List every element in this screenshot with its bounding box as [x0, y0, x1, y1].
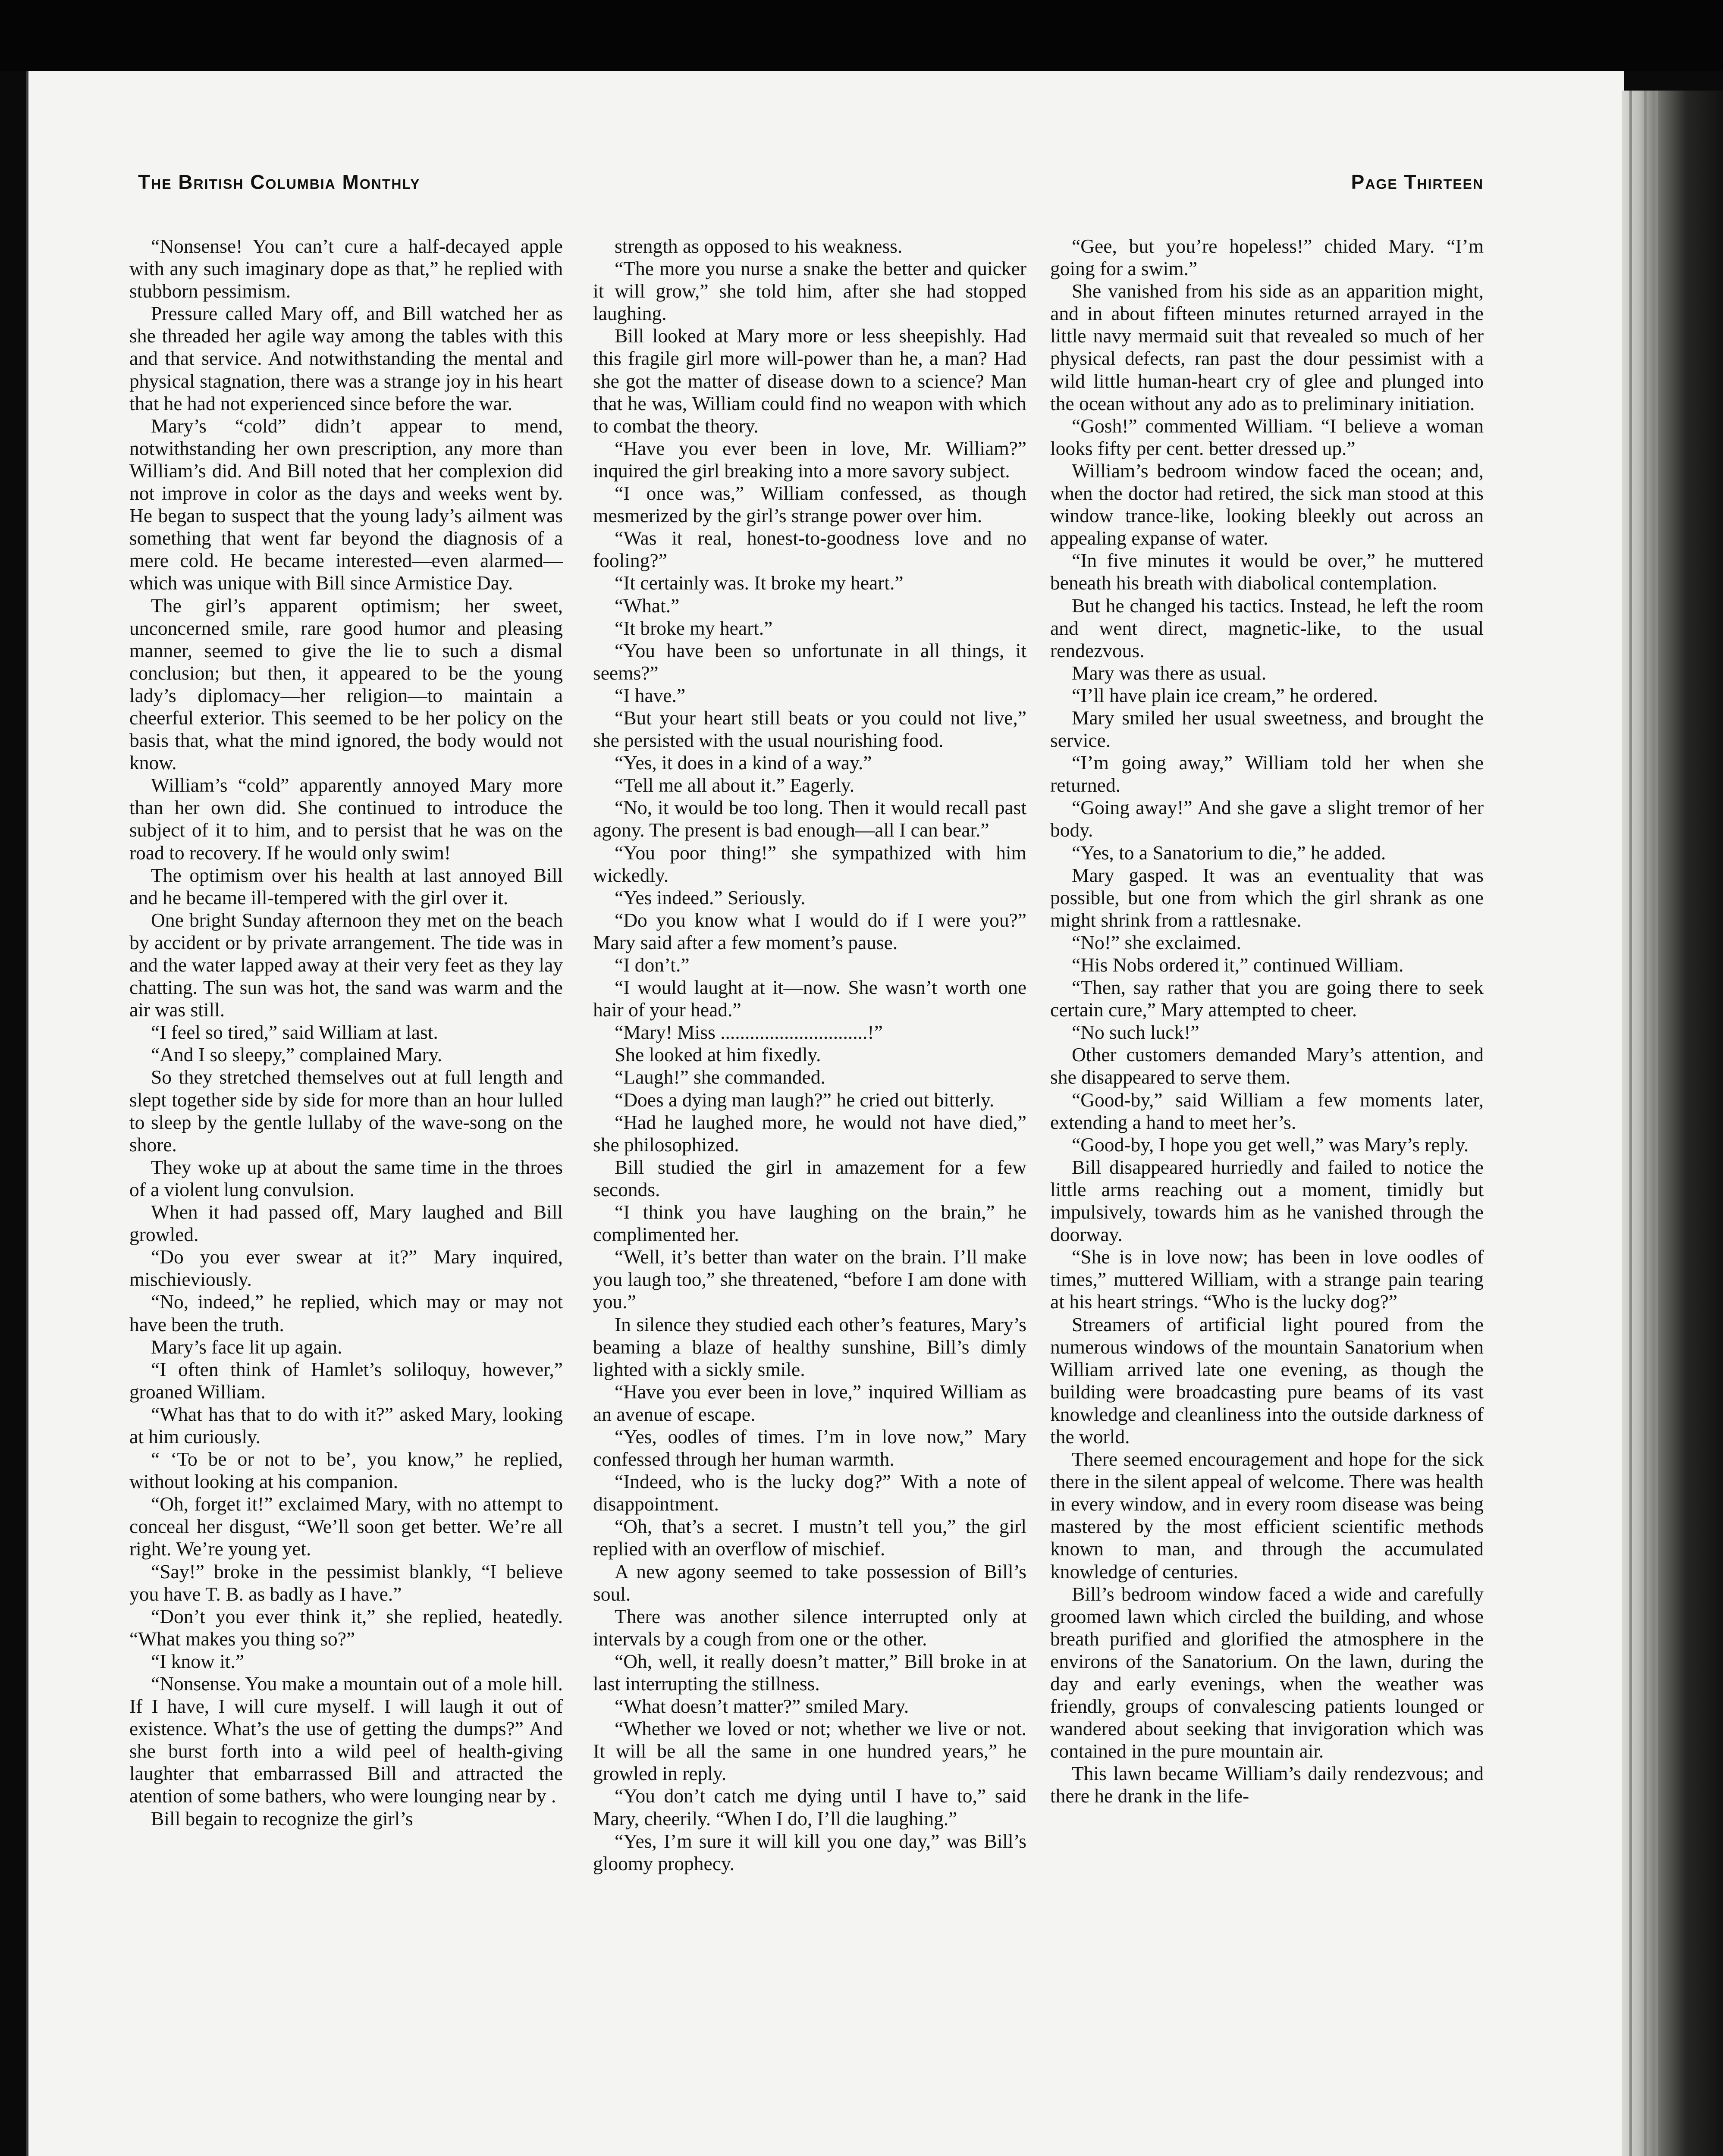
paragraph: “ ‘To be or not to be’, you know,” he replied, without looking at his companion. — [129, 1448, 563, 1493]
paragraph: She vanished from his side as an apparition might, and in about fifteen minutes returned arrayed in the little navy mermaid suit that revealed so much of her physical defects, ran past the dour pessimist with a wild little human-heart cry of glee and plunged into the ocean without any ado as to preliminary initiation. — [1050, 280, 1484, 414]
text-column-1 — [129, 235, 563, 2150]
paragraph: “I know it.” — [151, 1650, 245, 1672]
paragraph: Mary gasped. It was an eventuality that was possible, but one from which the girl shrank as one might shrink from a rattlesnake. — [1050, 864, 1484, 931]
paragraph: “The more you nurse a snake the better and quicker it will grow,” she told him, after she had stopped laughing. — [593, 257, 1026, 325]
paragraph: The girl’s apparent optimism; her sweet, unconcerned smile, rare good humor and pleasing manner, seemed to give the lie to such a dismal conclusion; but then, it appeared to be the young lady’s diplomacy—her religion—to maintain a cheerful exterior. This seemed to be her policy on the basis that, what the mind ignored, the body would not know. — [129, 594, 563, 774]
paragraph: “You have been so unfortunate in all things, it seems?” — [593, 639, 1026, 684]
book-page-edges — [1622, 91, 1723, 2156]
paragraph: “Have you ever been in love,” inquired William as an avenue of escape. — [593, 1380, 1026, 1425]
paragraph: “His Nobs ordered it,” continued William. — [1072, 954, 1404, 976]
paragraph: strength as opposed to his weakness. — [615, 235, 903, 257]
paragraph: “No such luck!” — [1072, 1021, 1199, 1044]
paragraph: “Yes indeed.” Seriously. — [615, 886, 806, 909]
paragraph: “Well, it’s better than water on the brain. I’ll make you laugh too,” she threatened, “before I am done with you.” — [593, 1246, 1026, 1313]
scanner-background — [0, 0, 1723, 71]
paragraph: “Good-by, I hope you get well,” was Mary’s reply. — [1072, 1133, 1469, 1156]
paragraph: “Yes, oodles of times. I’m in love now,” Mary confessed through her human warmth. — [593, 1425, 1026, 1470]
paragraph: The optimism over his health at last annoyed Bill and he became ill-tempered with the girl over it. — [129, 864, 563, 909]
paragraph: “What doesn’t matter?” smiled Mary. — [615, 1695, 909, 1717]
paragraph: “Was it real, honest-to-goodness love and no fooling?” — [593, 527, 1026, 572]
paragraph: When it had passed off, Mary laughed and Bill growled. — [129, 1201, 563, 1246]
paragraph: “Gee, but you’re hopeless!” chided Mary. “I’m going for a swim.” — [1050, 235, 1484, 280]
paragraph: So they stretched themselves out at full length and slept together side by side for more than an hour lulled to sleep by the gentle lullaby of the wave-song on the shore. — [129, 1066, 563, 1156]
paragraph: “Gosh!” commented William. “I believe a woman looks fifty per cent. better dressed up.” — [1050, 414, 1484, 459]
paragraph: “I have.” — [615, 684, 686, 706]
paragraph: “Tell me all about it.” Eagerly. — [615, 774, 855, 796]
paragraph: “I would laught at it—now. She wasn’t worth one hair of your head.” — [593, 976, 1026, 1021]
paragraph: One bright Sunday afternoon they met on the beach by accident or by private arrangement. The tide was in and the water lapped away at their very feet as they lay chatting. The sun was hot, the sand was warm and the air was still. — [129, 909, 563, 1021]
paragraph: “In five minutes it would be over,” he muttered beneath his breath with diabolical contemplation. — [1050, 549, 1484, 594]
paragraph: She looked at him fixedly. — [615, 1044, 821, 1066]
paragraph: Mary’s “cold” didn’t appear to mend, notwithstanding her own prescription, any more than William’s did. And Bill noted that her complexion did not improve in color as the days and weeks went by. He began to suspect that the young lady’s ailment was something that went far beyond the diagnosis of a mere cold. He became interested—even alarmed—which was unique with Bill since Armistice Day. — [129, 414, 563, 594]
paragraph: Pressure called Mary off, and Bill watched her as she threaded her agile way among the tables with this and that service. And notwithstanding the mental and physical stagnation, there was a strange joy in his heart that he had not experienced since before the war. — [129, 302, 563, 414]
paragraph: “Do you know what I would do if I were you?” Mary said after a few moment’s pause. — [593, 909, 1026, 953]
paragraph: “It certainly was. It broke my heart.” — [615, 572, 904, 594]
paragraph: “I’ll have plain ice cream,” he ordered. — [1072, 684, 1378, 706]
paragraph: “Yes, it does in a kind of a way.” — [615, 752, 872, 774]
paragraph: “No, indeed,” he replied, which may or may not have been the truth. — [129, 1291, 563, 1335]
article-body — [129, 235, 1484, 2150]
paragraph: “What has that to do with it?” asked Mary, looking at him curiously. — [129, 1403, 563, 1448]
paragraph: “It broke my heart.” — [615, 617, 773, 639]
paragraph: Mary smiled her usual sweetness, and brought the service. — [1050, 706, 1484, 752]
text-column-3 — [1050, 235, 1484, 2150]
paragraph: Other customers demanded Mary’s attention, and she disappeared to serve them. — [1050, 1044, 1484, 1088]
paragraph: “I feel so tired,” said William at last. — [151, 1021, 438, 1044]
paragraph: There seemed encouragement and hope for the sick there in the silent appeal of welcome. There was health in every window, and in every room disease was being mastered by the most efficient scientific methods known to man, and through the accumulated knowledge of centuries. — [1050, 1448, 1484, 1583]
paragraph: “What.” — [615, 594, 680, 617]
paragraph: Bill’s bedroom window faced a wide and carefully groomed lawn which circled the building, and whose breath purified and glorified the atmosphere in the environs of the Sanatorium. On the lawn, during the day and early evenings, when the weather was friendly, groups of convalescing patients lounged or wandered about seeking that invigoration which was contained in the pure mountain air. — [1050, 1583, 1484, 1762]
paragraph: But he changed his tactics. Instead, he left the room and went direct, magnetic-like, to the usual rendezvous. — [1050, 594, 1484, 661]
paragraph: “Laugh!” she commanded. — [615, 1066, 825, 1088]
paragraph: “Mary! Miss ..............................!” — [615, 1021, 883, 1044]
running-header — [138, 170, 1484, 201]
paragraph: “No, it would be too long. Then it would recall past agony. The present is bad enough—all I can bear.” — [593, 796, 1026, 841]
paragraph: “Don’t you ever think it,” she replied, heatedly. “What makes you thing so?” — [129, 1605, 563, 1650]
paragraph: They woke up at about the same time in the throes of a violent lung convulsion. — [129, 1156, 563, 1200]
paragraph: “Have you ever been in love, Mr. William?” inquired the girl breaking into a more savory subject. — [593, 437, 1026, 482]
text-column-2 — [593, 235, 1026, 2150]
paragraph: “Oh, that’s a secret. I mustn’t tell you,” the girl replied with an overflow of mischief. — [593, 1515, 1026, 1560]
paragraph: “You don’t catch me dying until I have to,” said Mary, cheerily. “When I do, I’ll die laughing.” — [593, 1785, 1026, 1830]
paragraph: Bill begain to recognize the girl’s — [151, 1807, 413, 1830]
paragraph: “Nonsense. You make a mountain out of a mole hill. If I have, I will cure myself. I will laugh it out of existence. What’s the use of getting the dumps?” And she burst forth into a wild peel of health-giving laughter that embarrassed Bill and attracted the atention of some bathers, who were lounging near by . — [129, 1673, 563, 1807]
paragraph: Mary was there as usual. — [1072, 661, 1267, 684]
paragraph: “I once was,” William confessed, as though mesmerized by the girl’s strange power over him. — [593, 482, 1026, 527]
paragraph: This lawn became William’s daily rendezvous; and there he drank in the life- — [1050, 1762, 1484, 1807]
paragraph: “Going away!” And she gave a slight tremor of her body. — [1050, 796, 1484, 841]
paragraph: “I’m going away,” William told her when she returned. — [1050, 752, 1484, 796]
paragraph: Bill studied the girl in amazement for a few seconds. — [593, 1156, 1026, 1200]
paragraph: “But your heart still beats or you could not live,” she persisted with the usual nourishing food. — [593, 706, 1026, 752]
paragraph: “No!” she exclaimed. — [1072, 931, 1241, 953]
paragraph: “She is in love now; has been in love oodles of times,” muttered William, with a strange pain tearing at his heart strings. “Who is the lucky dog?” — [1050, 1246, 1484, 1313]
paragraph: William’s bedroom window faced the ocean; and, when the doctor had retired, the sick man stood at this window trance-like, looking bleekly out across an appealing expanse of water. — [1050, 459, 1484, 549]
paragraph: “Indeed, who is the lucky dog?” With a note of disappointment. — [593, 1470, 1026, 1515]
paragraph: “Do you ever swear at it?” Mary inquired, mischieviously. — [129, 1246, 563, 1291]
paragraph: “Then, say rather that you are going there to seek certain cure,” Mary attempted to cheer. — [1050, 976, 1484, 1021]
paragraph: “I often think of Hamlet’s soliloquy, however,” groaned William. — [129, 1358, 563, 1403]
paragraph: “You poor thing!” she sympathized with him wickedly. — [593, 841, 1026, 886]
paragraph: “And I so sleepy,” complained Mary. — [151, 1044, 443, 1066]
paragraph: Mary’s face lit up again. — [151, 1335, 342, 1358]
paragraph: “Yes, I’m sure it will kill you one day,” was Bill’s gloomy prophecy. — [593, 1830, 1026, 1874]
paragraph: Bill looked at Mary more or less sheepishly. Had this fragile girl more will-power than he, a man? Had she got the matter of disease down to a science? Man that he was, William could find no weapon with which to combat the theory. — [593, 325, 1026, 437]
paragraph: A new agony seemed to take possession of Bill’s soul. — [593, 1560, 1026, 1605]
paragraph: “Oh, forget it!” exclaimed Mary, with no attempt to conceal her disgust, “We’ll soon get better. We’re all right. We’re young yet. — [129, 1493, 563, 1560]
paragraph: “Had he laughed more, he would not have died,” she philosophized. — [593, 1111, 1026, 1156]
paragraph: “Nonsense! You can’t cure a half-decayed apple with any such imaginary dope as that,” he replied with stubborn pessimism. — [129, 235, 563, 302]
publication-title: The British Columbia Monthly — [138, 171, 421, 193]
paragraph: “Say!” broke in the pessimist blankly, “I believe you have T. B. as badly as I have.” — [129, 1560, 563, 1605]
paragraph: Streamers of artificial light poured from the numerous windows of the mountain Sanatorium when William arrived late one evening, as though the building were broadcasting pure beams of its vast knowledge and cleanliness into the outside darkness of the world. — [1050, 1313, 1484, 1448]
paragraph: “I don’t.” — [615, 954, 690, 976]
paragraph: “Oh, well, it really doesn’t matter,” Bill broke in at last interrupting the stillness. — [593, 1650, 1026, 1695]
paragraph: In silence they studied each other’s features, Mary’s beaming a blaze of healthy sunshine, Bill’s dimly lighted with a sickly smile. — [593, 1313, 1026, 1380]
paragraph: There was another silence interrupted only at intervals by a cough from one or the other. — [593, 1605, 1026, 1650]
page-number: Page Thirteen — [1351, 171, 1484, 193]
paragraph: “Good-by,” said William a few moments later, extending a hand to meet her’s. — [1050, 1088, 1484, 1133]
paragraph: “Does a dying man laugh?” he cried out bitterly. — [615, 1088, 995, 1111]
paragraph: “Whether we loved or not; whether we live or not. It will be all the same in one hundred years,” he growled in reply. — [593, 1717, 1026, 1785]
paragraph: “I think you have laughing on the brain,” he complimented her. — [593, 1201, 1026, 1246]
paragraph: William’s “cold” apparently annoyed Mary more than her own did. She continued to introduce the subject of it to him, and to persist that he was on the road to recovery. If he would only swim! — [129, 774, 563, 864]
paragraph: Bill disappeared hurriedly and failed to notice the little arms reaching out a moment, timidly but impulsively, towards him as he vanished through the doorway. — [1050, 1156, 1484, 1246]
paragraph: “Yes, to a Sanatorium to die,” he added. — [1072, 841, 1386, 864]
